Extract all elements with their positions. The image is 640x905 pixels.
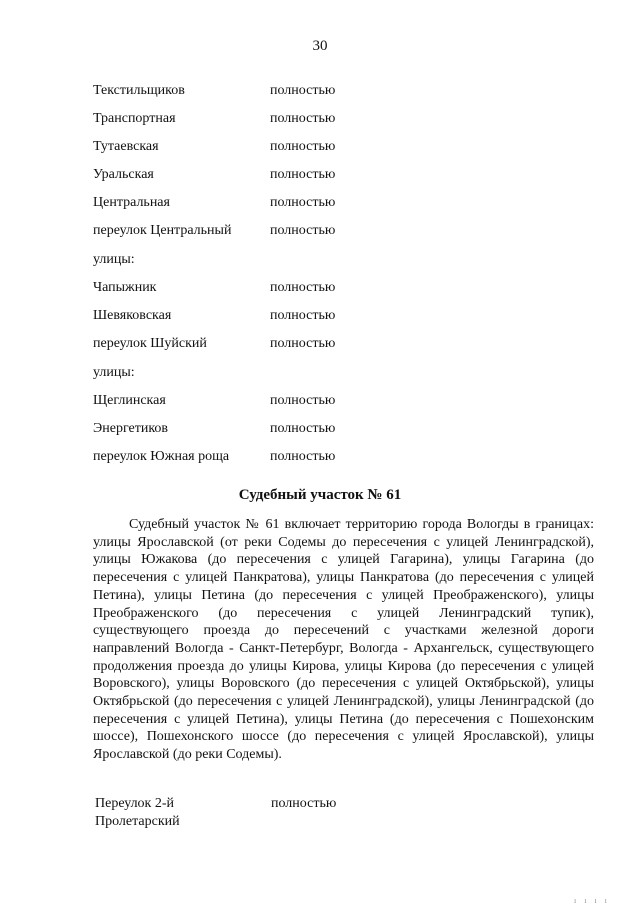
street-row <box>93 167 336 183</box>
street-scope: полностью <box>270 195 336 210</box>
street-scope: полностью <box>270 139 336 154</box>
final-street-row <box>95 795 337 831</box>
street-scope: полностью <box>270 308 336 323</box>
final-street-scope: полностью <box>271 796 337 811</box>
street-scope: полностью <box>270 421 336 436</box>
street-name: переулок Южная роща <box>93 449 230 464</box>
street-scope: полностью <box>270 83 336 98</box>
street-row <box>93 393 336 409</box>
scan-marks: ı ı ı ı <box>574 896 610 905</box>
final-street-name-line: Переулок 2-й <box>95 796 175 811</box>
street-name: Центральная <box>93 195 170 210</box>
street-name: Шевяковская <box>93 308 172 323</box>
street-scope: полностью <box>270 393 336 408</box>
street-name: переулок Центральный <box>93 223 232 238</box>
section-heading: Судебный участок № 61 <box>238 487 402 503</box>
street-name: Тутаевская <box>93 139 159 154</box>
final-street-name <box>95 795 180 831</box>
street-scope: полностью <box>270 167 336 182</box>
street-row <box>93 223 336 239</box>
street-name: Чапыжник <box>93 280 157 295</box>
final-street-name-line: Пролетарский <box>95 814 180 829</box>
street-name: Уральская <box>93 167 154 182</box>
street-row <box>93 449 336 465</box>
street-row <box>93 336 336 352</box>
street-row <box>93 111 336 127</box>
street-row <box>93 195 336 211</box>
street-row <box>93 308 336 324</box>
street-name: Текстильщиков <box>93 83 185 98</box>
street-name: Энергетиков <box>93 421 169 436</box>
section-description: Судебный участок № 61 включает территорию города Вологды в границах: улицы Ярославской (от реки Содемы до пересечения с улицей Ленинградской), улицы Южакова (до пересечения с улицей Гагарина), улицы Гагарина (до пересечения с улицей Панкратова), улицы Панкратова (до пересечения с улицей Петина), улицы Петина (до пересечения с улицей Преображенского), улицы Преображенского (до пересечения с улицей Ленинградский тупик), существующего проезда до пересечений с участками железной дороги направлений Вологда - Санкт-Петербург, Вологда - Архангельск, существующего продолжения проезда до улицы Кирова, улицы Кирова (до пересечения с улицей Воровского), улицы Воровского (до пересечения с улицей Октябрьской), улицы Октябрьской (до пересечения с улицей Ленинградской), улицы Ленинградской (до пересечения с улицей Петина), улицы Петина (до пересечения с Пошехонским шоссе), Пошехонского шоссе (до пересечения с улицей Ярославской), улицы Ярославской (до реки Содемы). <box>93 517 594 763</box>
street-row <box>93 139 336 155</box>
street-name: Щеглинская <box>93 393 166 408</box>
street-name: переулок Шуйский <box>93 336 207 351</box>
street-name: Транспортная <box>93 111 176 126</box>
street-group-label <box>93 252 269 268</box>
street-row <box>93 83 336 99</box>
page-number: 30 <box>312 38 328 54</box>
street-row <box>93 421 336 437</box>
street-group-label <box>93 365 269 381</box>
street-scope: полностью <box>270 223 336 238</box>
street-name: улицы: <box>93 365 135 380</box>
street-scope: полностью <box>270 280 336 295</box>
street-row <box>93 280 336 296</box>
street-name: улицы: <box>93 252 135 267</box>
street-scope: полностью <box>270 449 336 464</box>
street-scope: полностью <box>270 336 336 351</box>
street-scope: полностью <box>270 111 336 126</box>
